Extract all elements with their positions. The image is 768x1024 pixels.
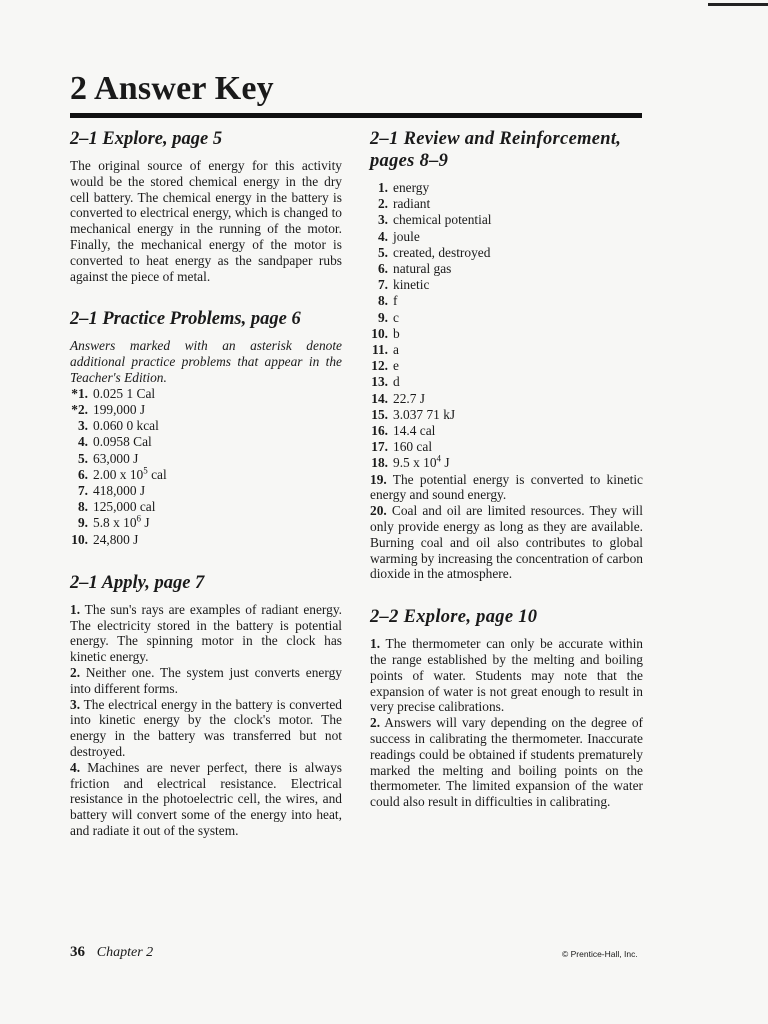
answer-number: 8. <box>77 499 88 515</box>
answer-text: Coal and oil are limited resources. They will only provide energy as long as they are available. Burning coal and oil also contributes to global warming by increasing the concentration of carbon dioxide in the atmosphere. <box>370 503 643 582</box>
explore2-answer-list <box>370 636 643 810</box>
answer-text: 63,000 J <box>93 450 139 466</box>
answer-text: 0.060 0 kcal <box>93 418 159 434</box>
chapter-label: Chapter 2 <box>96 945 154 960</box>
explore-section <box>70 128 342 284</box>
answer-number: 2. <box>370 715 381 731</box>
practice-heading: 2–1 Practice Problems, page 6 <box>70 309 301 330</box>
answer-item <box>370 423 643 439</box>
answer-text: 24,800 J <box>93 531 139 547</box>
answer-item <box>370 196 643 212</box>
answer-number: *1. <box>71 385 88 401</box>
answer-number: 17. <box>371 439 388 455</box>
answer-item <box>370 261 643 277</box>
answer-item <box>70 499 342 515</box>
answer-exponent: 4 <box>436 453 442 464</box>
answer-number: 13. <box>371 374 388 390</box>
review-answer-list <box>370 180 643 472</box>
answer-item <box>370 374 643 390</box>
answer-item <box>370 455 643 471</box>
answer-item <box>70 483 342 499</box>
answer-text: energy <box>393 180 430 195</box>
title-rule <box>70 113 642 118</box>
answer-text: chemical potential <box>393 212 492 228</box>
answer-exponent: 5 <box>143 465 148 476</box>
review-heading: 2–1 Review and Reinforcement, pages 8–9 <box>370 129 622 171</box>
answer-number: 3. <box>70 696 81 712</box>
answer-text: e <box>393 358 399 374</box>
answer-number: 4. <box>70 759 81 775</box>
explore-text: The original source of energy for this activity would be the stored chemical energy in the dry cell battery. The chemical energy in the battery is converted to electrical energy, which is changed to mechanical energy in the running of the motor. Finally, the mechanical energy of the motor is converted to heat energy as the sandpaper rubs against the piece of metal. <box>70 158 342 284</box>
top-edge-line <box>708 3 768 6</box>
page-title: 2 Answer Key <box>70 70 274 107</box>
answer-text: f <box>393 293 398 309</box>
apply-section <box>70 572 342 839</box>
answer-text: c <box>393 309 399 325</box>
answer-item <box>370 439 643 455</box>
answer-text: 14.4 cal <box>393 423 436 439</box>
answer-number: 10. <box>371 325 388 341</box>
answer-unit: J <box>141 515 150 531</box>
answer-number: 7. <box>77 482 88 498</box>
answer-text: The potential energy is converted to kinetic energy and sound energy. <box>370 471 643 503</box>
answer-number: *2. <box>71 401 88 417</box>
answer-text: a <box>393 342 399 358</box>
answer-paragraph <box>370 636 643 715</box>
review-section <box>370 128 643 582</box>
answer-text: The sun's rays are examples of radiant energy. The electricity stored in the battery is potential energy. The spinning motor in the clock has kinetic energy. <box>70 601 342 665</box>
answer-number: 4. <box>77 434 88 450</box>
answer-item <box>370 293 643 309</box>
answer-text: 22.7 J <box>393 390 425 406</box>
review-paragraph-answers <box>370 472 643 583</box>
answer-number: 19. <box>370 471 387 487</box>
copyright-notice: © Prentice-Hall, Inc. <box>562 949 638 959</box>
answer-exponent: 6 <box>136 513 142 524</box>
apply-heading: 2–1 Apply, page 7 <box>70 572 205 593</box>
answer-text: 125,000 cal <box>93 499 156 515</box>
answer-item <box>370 180 643 196</box>
left-column <box>70 128 342 853</box>
answer-text: 160 cal <box>393 439 433 455</box>
answer-number: 5. <box>77 450 88 466</box>
answer-text: 3.037 71 kJ <box>393 406 456 422</box>
answer-item <box>70 451 342 467</box>
answer-text: The thermometer can only be accurate within the range established by the melting and boiling points of water. Students may note that the expansion of water is not great enough to result in very precise calibrations. <box>370 636 643 715</box>
answer-paragraph <box>70 760 342 839</box>
answer-number: 3. <box>77 418 88 434</box>
answer-number: 12. <box>371 358 388 374</box>
answer-text: created, destroyed <box>393 244 491 260</box>
answer-item <box>70 467 342 483</box>
explore2-heading: 2–2 Explore, page 10 <box>370 607 538 628</box>
answer-text: Machines are never perfect, there is always friction and electrical resistance. Electrical resistance in the photoelectric cell, the wires, and battery will convert some of the energy into heat, and radiate it out of the system. <box>70 759 342 838</box>
answer-text: 9.5 x 10 <box>393 455 437 471</box>
answer-item <box>370 358 643 374</box>
answer-number: 20. <box>370 503 387 519</box>
answer-number: 18. <box>371 455 388 471</box>
answer-item <box>370 326 643 342</box>
answer-text: d <box>393 374 400 390</box>
answer-text: kinetic <box>393 277 430 293</box>
answer-number: 6. <box>77 466 88 482</box>
answer-number: 2. <box>70 664 81 680</box>
practice-answer-list <box>70 386 342 548</box>
page-number: 36 <box>70 944 85 960</box>
answer-number: 9. <box>77 515 88 531</box>
answer-number: 6. <box>377 261 388 277</box>
answer-number: 5. <box>377 244 388 260</box>
answer-item <box>70 402 342 418</box>
answer-number: 15. <box>371 406 388 422</box>
practice-note: Answers marked with an asterisk denote additional practice problems that appear in the Teacher's Edition. <box>70 338 342 385</box>
answer-text: natural gas <box>393 261 452 277</box>
explore-heading: 2–1 Explore, page 5 <box>70 129 223 149</box>
answer-item <box>370 342 643 358</box>
answer-unit: J <box>441 455 450 471</box>
answer-paragraph <box>70 697 342 760</box>
answer-number: 1. <box>370 636 381 652</box>
answer-item <box>370 229 643 245</box>
answer-text: 199,000 J <box>93 401 146 417</box>
answer-number: 4. <box>377 228 388 244</box>
answer-number: 11. <box>372 342 388 358</box>
answer-number: 14. <box>371 390 388 406</box>
answer-text: radiant <box>393 196 431 212</box>
answer-item <box>370 277 643 293</box>
answer-text: 418,000 J <box>93 482 146 498</box>
answer-text: joule <box>393 228 420 244</box>
answer-number: 2. <box>377 196 388 212</box>
answer-text: b <box>393 325 400 341</box>
answer-item <box>370 310 643 326</box>
answer-text: 0.0958 Cal <box>93 434 152 450</box>
answer-text: 5.8 x 10 <box>93 515 137 531</box>
answer-number: 8. <box>377 293 388 309</box>
answer-paragraph <box>70 665 342 697</box>
answer-number: 1. <box>377 180 388 195</box>
answer-item <box>370 212 643 228</box>
answer-number: 3. <box>377 212 388 228</box>
answer-text: The electrical energy in the battery is converted into kinetic energy by the clock's motor. The energy in the battery was transferred but not destroyed. <box>70 696 342 759</box>
answer-number: 16. <box>371 423 388 439</box>
right-column <box>370 128 643 824</box>
practice-section <box>70 308 342 547</box>
answer-item <box>70 418 342 434</box>
apply-answer-list <box>70 602 342 839</box>
answer-item <box>370 391 643 407</box>
answer-unit: cal <box>147 466 167 482</box>
answer-item <box>370 407 643 423</box>
answer-text: Neither one. The system just converts energy into different forms. <box>70 664 342 696</box>
answer-item <box>70 532 342 548</box>
explore2-section <box>370 606 643 810</box>
answer-text: 0.025 1 Cal <box>93 385 156 401</box>
answer-paragraph <box>370 472 643 504</box>
answer-text: 2.00 x 10 <box>93 466 144 482</box>
answer-item <box>70 386 342 402</box>
answer-number: 7. <box>377 277 388 293</box>
footer-page-info <box>70 944 153 961</box>
answer-number: 1. <box>70 601 81 617</box>
answer-paragraph <box>370 503 643 582</box>
answer-number: 9. <box>377 309 388 325</box>
answer-paragraph <box>370 715 643 810</box>
answer-item <box>70 515 342 531</box>
answer-paragraph <box>70 602 342 665</box>
answer-number: 10. <box>71 531 88 547</box>
answer-item <box>370 245 643 261</box>
answer-item <box>70 434 342 450</box>
answer-text: Answers will vary depending on the degree of success in calibrating the thermometer. Inaccurate readings could be obtained if students prematurely marked the melting and boiling points on the thermometer. The limited expansion of the water could also result in difficulties in calibrating. <box>370 715 643 810</box>
